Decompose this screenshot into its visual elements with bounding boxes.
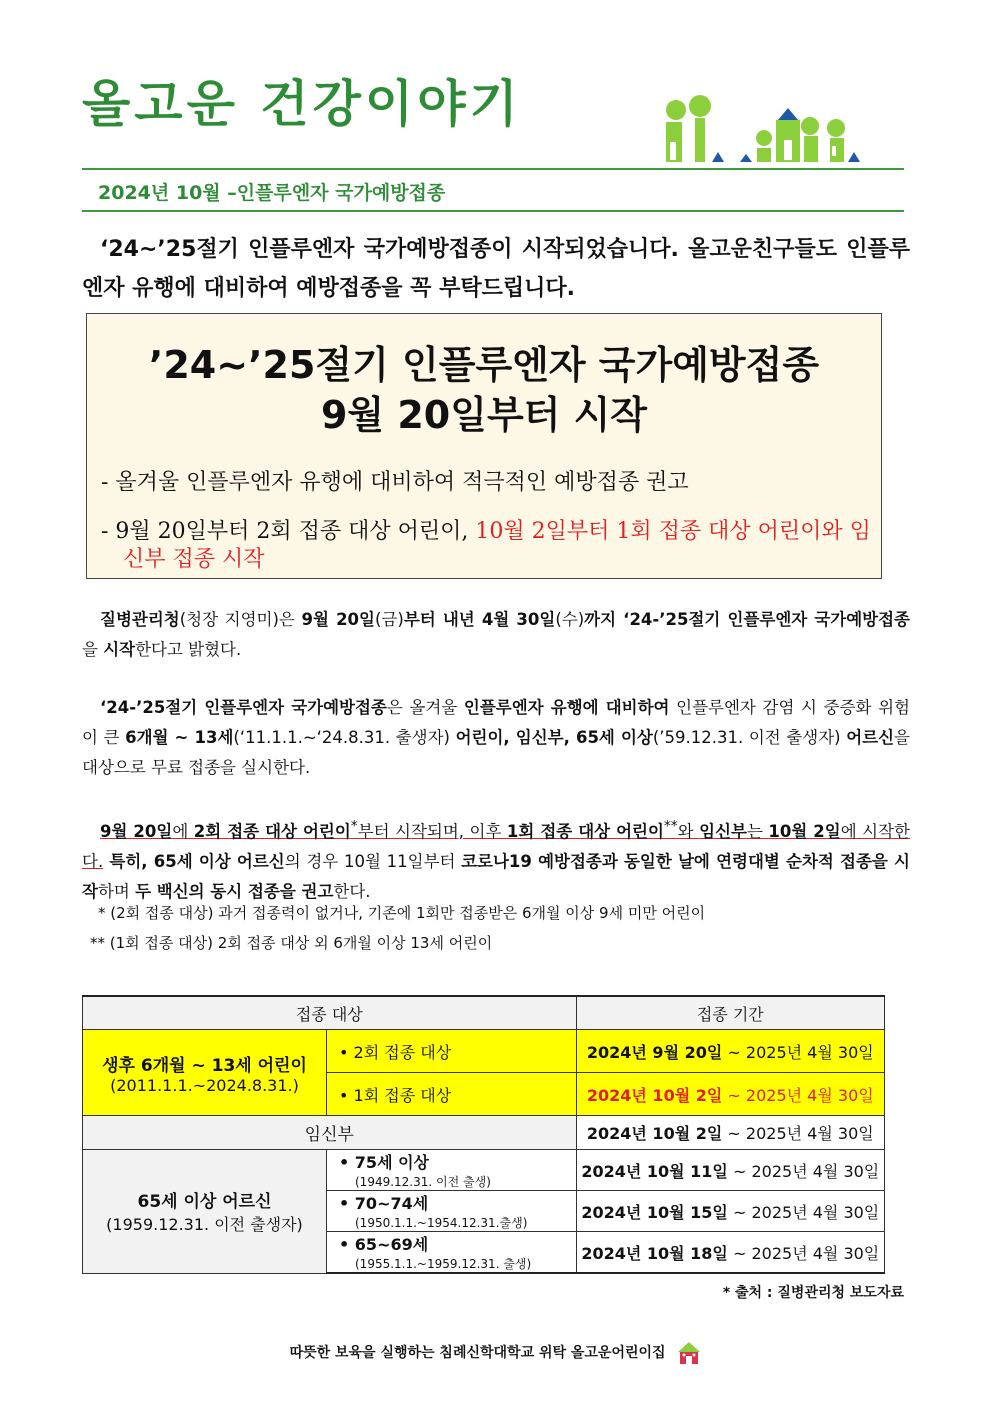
senior-65-period: 2024년 10월 18일 ~ 2025년 4월 30일 <box>576 1232 884 1274</box>
senior-70-period: 2024년 10월 15일 ~ 2025년 4월 30일 <box>576 1191 884 1232</box>
senior-65: • 65~69세 (1955.1.1.~1959.12.31. 출생) <box>327 1232 577 1274</box>
subtitle: 2024년 10월 –인플루엔자 국가예방접종 <box>98 182 446 204</box>
child-one-dose: • 1회 접종 대상 <box>327 1073 577 1116</box>
footer <box>0 1340 992 1366</box>
senior-75: • 75세 이상 (1949.12.31. 이전 출생) <box>327 1150 577 1191</box>
page-title: 올고운 건강이야기 <box>82 75 522 133</box>
paragraph-1: 질병관리청(청장 지영미)은 9월 20일(금)부터 내년 4월 30일(수)까지 ‘24-’25절기 인플루엔자 국가예방접종을 시작한다고 밝혔다. <box>82 610 910 659</box>
box-heading-1: ’24~’25절기 인플루엔자 국가예방접종 <box>148 343 820 387</box>
senior-70: • 70~74세 (1950.1.1.~1954.12.31.출생) <box>327 1191 577 1232</box>
box-heading-2: 9월 20일부터 시작 <box>320 393 648 437</box>
source-note: * 출처 : 질병관리청 보도자료 <box>722 1285 904 1301</box>
paragraph-3: 9월 20일에 2회 접종 대상 어린이*부터 시작되며, 이후 1회 접종 대상 어린이**와 임신부는 10월 2일에 시작한다. 특히, 65세 이상 어르신의 경우 10월 11일부터 코로나19 예방접종과 동일한 날에 연령대별 순차적 접종을 시작하며 두 백신의 동시 접종을 권고한다. <box>82 818 910 901</box>
header-period: 접종 기간 <box>576 996 884 1030</box>
note-1: * (2회 접종 대상) 과거 접종력이 없거나, 기존에 1회만 접종받은 6개월 이상 9세 미만 어린이 <box>98 904 706 922</box>
child-group-cell: 생후 6개월 ~ 13세 어린이 (2011.1.1.~2024.8.31.) <box>83 1030 327 1116</box>
highlight-box <box>86 313 882 579</box>
bottom-rule <box>82 210 904 212</box>
senior-75-period: 2024년 10월 11일 ~ 2025년 4월 30일 <box>576 1150 884 1191</box>
box-bullet-1: - 올겨울 인플루엔자 유행에 대비하여 적극적인 예방접종 권고 <box>101 470 689 495</box>
box-bullet-2-red: 10월 2일부터 1회 접종 대상 어린이와 임신부 접종 시작 <box>123 519 871 572</box>
senior-group-cell: 65세 이상 어르신 (1959.12.31. 이전 출생자) <box>83 1150 327 1274</box>
box-bullet-2-black: - 9월 20일부터 2회 접종 대상 어린이, <box>101 519 476 544</box>
child-two-period: 2024년 9월 20일 ~ 2025년 4월 30일 <box>576 1030 884 1073</box>
vaccination-schedule-table <box>82 995 885 1274</box>
child-one-period: 2024년 10월 2일 ~ 2025년 4월 30일 <box>576 1073 884 1116</box>
pregnant-period: 2024년 10월 2일 ~ 2025년 4월 30일 <box>576 1116 884 1150</box>
box-bullet-2 <box>101 518 871 574</box>
child-two-dose: • 2회 접종 대상 <box>327 1030 577 1073</box>
intro-text: ‘24~’25절기 인플루엔자 국가예방접종이 시작되었습니다. 올고운친구들도 인플루엔자 유행에 대비하여 예방접종을 꼭 부탁드립니다. <box>82 237 910 301</box>
pregnant-cell: 임신부 <box>83 1116 577 1150</box>
footer-text: 따뜻한 보육을 실행하는 침례신학대학교 위탁 올고운어린이집 <box>289 1345 666 1361</box>
town-illustration-icon <box>660 92 870 164</box>
header-target: 접종 대상 <box>83 996 577 1030</box>
paragraph-2: ‘24-’25절기 인플루엔자 국가예방접종은 올겨울 인플루엔자 유행에 대비하여 인플루엔자 감염 시 중증화 위험이 큰 6개월 ~ 13세(‘11.1.1.~‘24.8.31. 출생자) 어린이, 임신부, 65세 이상(’59.12.31. 이전 출생자) 어르신을 대상으로 무료 접종을 실시한다. <box>82 698 910 777</box>
note-2: ** (1회 접종 대상) 2회 접종 대상 외 6개월 이상 13세 어린이 <box>90 934 493 952</box>
top-rule <box>82 168 904 170</box>
house-logo-icon <box>676 1340 702 1366</box>
